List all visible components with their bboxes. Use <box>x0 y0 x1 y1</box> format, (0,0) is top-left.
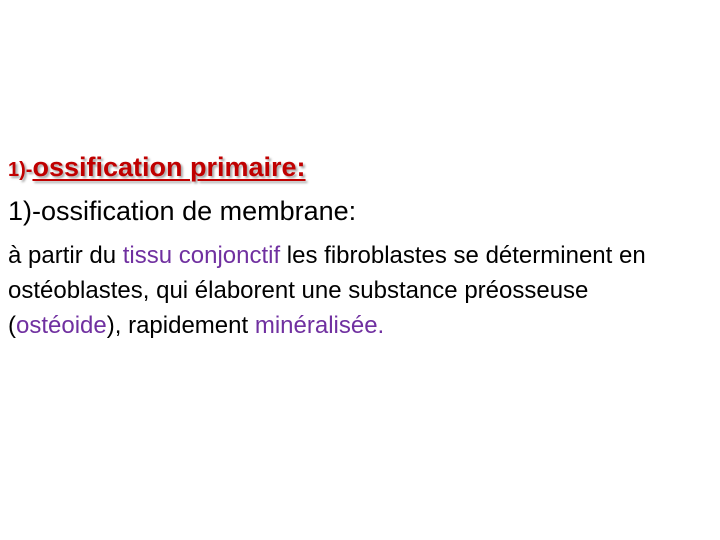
subheading: 1)-ossification de membrane: <box>8 196 357 226</box>
section-heading <box>8 152 306 183</box>
term-osteoide: ostéoide <box>16 312 107 339</box>
body-paragraph <box>8 238 708 343</box>
paragraph-text-3: ), rapidement <box>106 312 255 339</box>
heading-number: 1)- <box>8 159 33 181</box>
heading-title: ossification primaire: <box>32 152 306 182</box>
paragraph-text-2: les fibroblastes se déterminent en ostéoblastes, qui élaborent une substance préosseuse ( <box>8 242 646 339</box>
term-mineralisee: minéralisée. <box>254 312 385 339</box>
paragraph-text-1: à partir du <box>8 242 123 269</box>
term-tissu-conjonctif: tissu conjonctif <box>122 242 281 269</box>
